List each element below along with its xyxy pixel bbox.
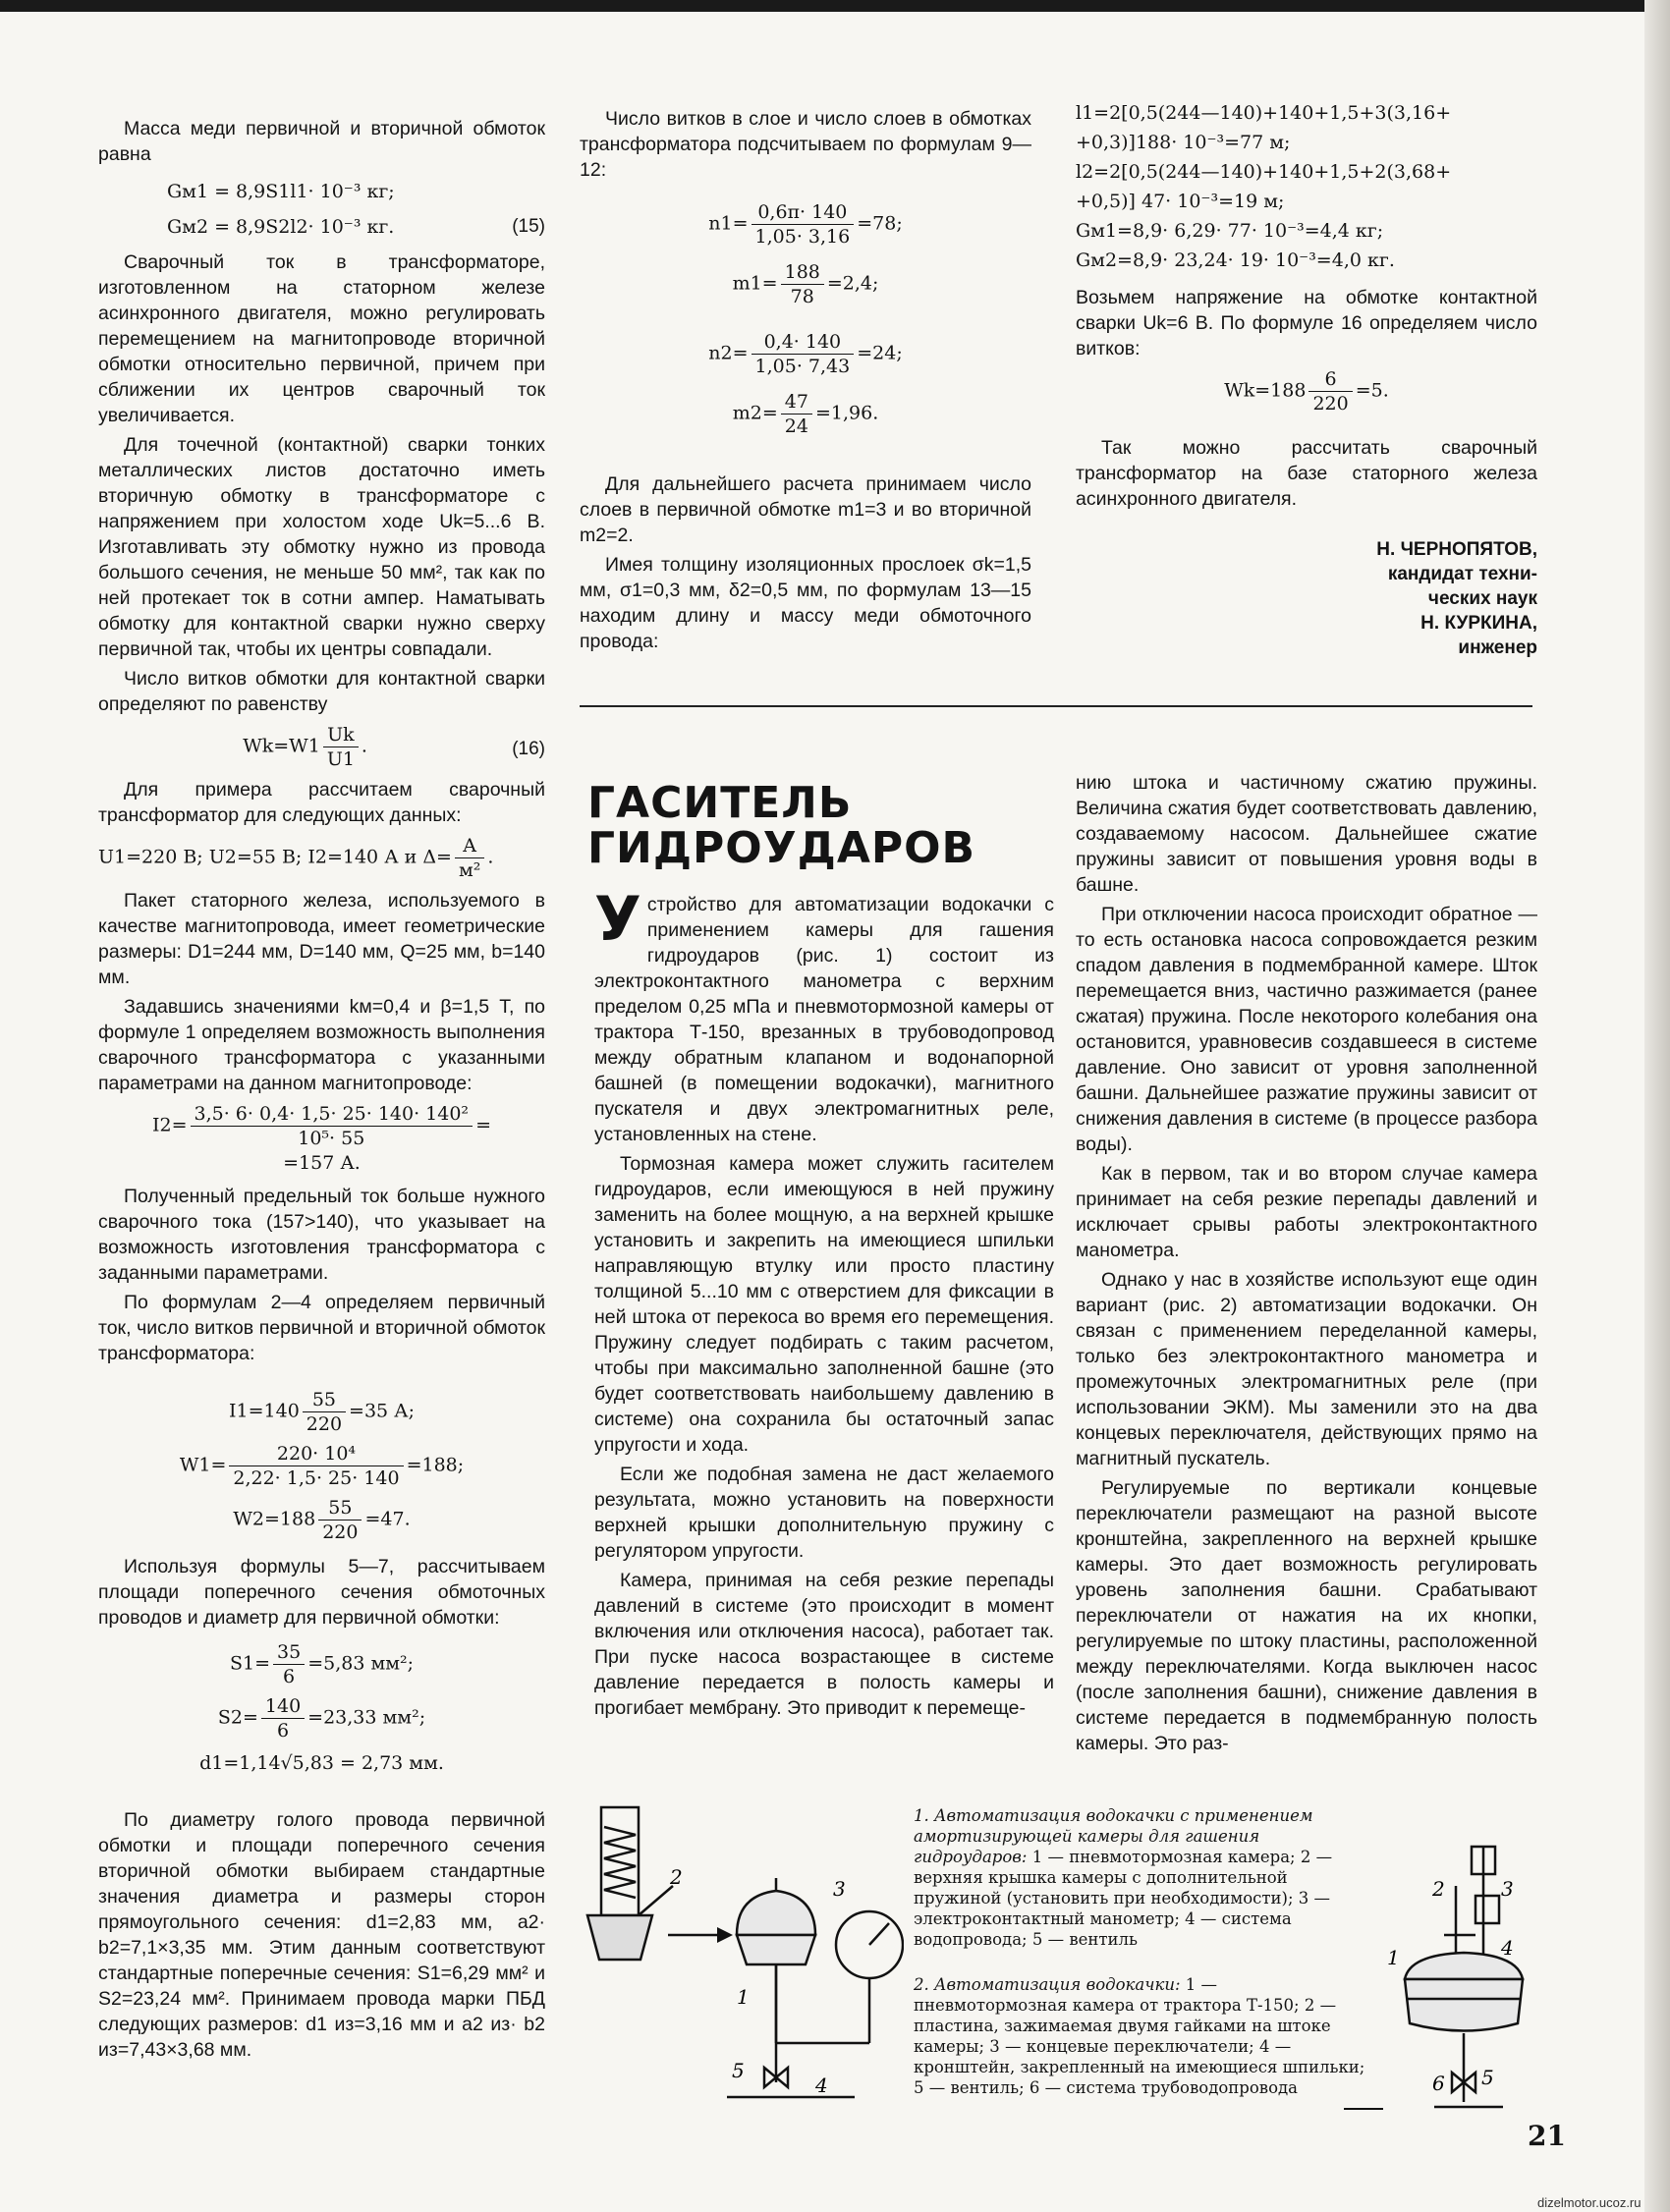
paragraph: Как в первом, так и во втором случае камера принимает на себя резкие перепады давлений и исключает срывы работы электроконтактного манометра. bbox=[1076, 1163, 1537, 1261]
equation-number: (15) bbox=[512, 216, 545, 237]
formula-gm2: Gм2=8,9· 23,24· 19· 10⁻³=4,0 кг. bbox=[1076, 249, 1395, 271]
paragraph: Так можно рассчитать сварочный трансформатор на базе статорного железа асинхронного двигателя. bbox=[1076, 437, 1537, 510]
bracket-and-switches bbox=[1444, 1847, 1499, 1964]
author-role: инженер bbox=[1458, 637, 1537, 658]
paragraph: Регулируемые по вертикали концевые переключатели размещают на разной высоте кронштейна, закрепленного на верхней крышке камеры. Это дает возможность регулировать уровень заполнения башни. Срабатывают переключатели от нажатия на их кнопки, регулируемые по штоку пластины, расположенной между переключателями. Когда выключен насос (после заполнения башни), снижение давления в системе передается в подмембранную полость камеры. Это раз- bbox=[1076, 1477, 1537, 1754]
drop-cap: У bbox=[594, 883, 641, 955]
formula-m2: m2= $\frac{47}{24}$ =1,96. bbox=[732, 391, 879, 437]
figure-1-label-3: 3 bbox=[833, 1877, 846, 1901]
article1-column-2 bbox=[580, 106, 1031, 658]
paragraph: Число витков обмотки для контактной сварки определяют по равенству bbox=[98, 668, 545, 715]
fraction: $\frac{55}{220}$ bbox=[318, 1496, 362, 1544]
fraction: $\frac{0,6\pi\cdot 140}{1,05\cdot 3,16}$ bbox=[752, 200, 855, 249]
page-number: 21 bbox=[1528, 2120, 1566, 2152]
figure-1-label-5: 5 bbox=[732, 2059, 745, 2082]
figure-1-label-2: 2 bbox=[670, 1865, 683, 1889]
figure-2-caption: 2. Автоматизация водокачки: 1 — пневмотормозная камера от трактора Т-150; 2 — пластина, зажимаемая двумя гайками на штоке камеры; 3 — концевые переключатели; 4 — кронштейн, закрепленный на имеющиеся шпильки; 5 — вентиль; 6 — система трубоводопровода bbox=[914, 1975, 1365, 2097]
paragraph: Число витков в слое и число слоев в обмотках трансформатора подсчитываем по формулам 9—12: bbox=[580, 108, 1031, 181]
fraction: $\frac{55}{220}$ bbox=[303, 1388, 346, 1436]
arrow-to-figure-2 bbox=[1344, 2108, 1383, 2110]
author-block bbox=[1076, 537, 1537, 660]
fraction: $\frac{188}{78}$ bbox=[781, 260, 824, 308]
formula-input-data: U1=220 В; U2=55 В; I2=140 А и Δ= $\frac{A}{\text{м²}}$ . bbox=[98, 835, 494, 881]
page-top-edge bbox=[0, 0, 1670, 12]
figure-2-label-3: 3 bbox=[1501, 1877, 1514, 1901]
formula-16: Wk=W1 $\frac{Uk}{U1}$ . (16) bbox=[98, 723, 545, 771]
figure-1-diagram bbox=[580, 1797, 904, 2131]
paragraph: Если же подобная замена не даст желаемого результата, можно установить на поверхности верхней крышки дополнительную пружину с регулятором упругости. bbox=[594, 1464, 1054, 1562]
figure-2-label-4: 4 bbox=[1501, 1936, 1514, 1960]
formula-l1-cont: +0,3)]188· 10⁻³=77 м; bbox=[1076, 132, 1291, 153]
article2-column-2 bbox=[1076, 770, 1537, 1760]
fraction: $\frac{0,4\cdot 140}{1,05\cdot 7,43}$ bbox=[752, 330, 855, 378]
author-role: кандидат техни- bbox=[1387, 564, 1537, 584]
formula-w2: W2=188 $\frac{55}{220}$ =47. bbox=[233, 1497, 411, 1543]
article-divider bbox=[580, 705, 1532, 707]
brake-chamber-2 bbox=[1405, 1953, 1523, 2107]
formula-l1: l1=2[0,5(244—140)+140+1,5+3(3,16+ bbox=[1076, 102, 1452, 124]
formula-gm1: Gм1=8,9· 6,29· 77· 10⁻³=4,4 кг; bbox=[1076, 220, 1384, 242]
article2-headline: ГАСИТЕЛЬ ГИДРОУДАРОВ bbox=[587, 778, 976, 873]
paragraph: Для дальнейшего расчета принимаем число слоев в первичной обмотке m1=3 и во вторичной m2=2. bbox=[580, 473, 1031, 546]
formula-s1: S1= $\frac{35}{6}$ =5,83 мм²; bbox=[229, 1641, 415, 1687]
figure-1-label-4: 4 bbox=[815, 2074, 828, 2097]
brake-chamber bbox=[737, 1878, 815, 1964]
author-role: ческих наук bbox=[1427, 588, 1537, 609]
figure-2-label-1: 1 bbox=[1387, 1946, 1400, 1969]
fraction: $\frac{47}{24}$ bbox=[781, 390, 812, 438]
paragraph: Полученный предельный ток больше нужного сварочного тока (157>140), что указывает на возможность изготовления трансформатора с заданными параметрами. bbox=[98, 1186, 545, 1284]
author-name: Н. ЧЕРНОПЯТОВ, bbox=[1376, 539, 1537, 560]
manometer bbox=[836, 1911, 903, 2009]
paragraph: При отключении насоса происходит обратное — то есть остановка насоса сопровождается резким спадом давления в подмембранной камере. Шток перемещается вниз, частично разжимается (ранее сжатая) пружина. После некоторого колебания она остановится, уравновесив создавшееся в системе давление. Оно зависит от уровня заполненной башни. Дальнейшее разжатие пружины зависит от снижения давления в системе (в процессе разбора воды). bbox=[1076, 904, 1537, 1155]
paragraph: Сварочный ток в трансформаторе, изготовленном на статорном железе асинхронного двигателя, можно регулировать перемещением на магнитопроводе вторичной обмотки относительно первичной, причем при сближении их центров сварочный ток увеличивается. bbox=[98, 251, 545, 426]
paragraph: Используя формулы 5—7, рассчитываем площади поперечного сечения обмоточных проводов и диаметр для первичной обмотки: bbox=[98, 1556, 545, 1629]
formula-wk: Wk=188 $\frac{6}{220}$ =5. bbox=[1224, 368, 1389, 415]
formula-m1: m1= $\frac{188}{78}$ =2,4; bbox=[732, 261, 879, 307]
paragraph: Имея толщину изоляционных прослоек σk=1,5 мм, σ1=0,3 мм, δ2=0,5 мм, по формулам 13—15 находим длину и массу меди обмоточного провода: bbox=[580, 554, 1031, 652]
equation-number: (16) bbox=[512, 739, 545, 759]
paragraph: Камера, принимая на себя резкие перепады давлений в системе (это происходит в момент включения или отключения насоса), работает так. При пуске насоса возрастающее в системе давление передается в полость камеры и прогибает мембрану. Это приводит к перемеще- bbox=[594, 1570, 1054, 1719]
formula-n2: n2= $\frac{0,4\cdot 140}{1,05\cdot 7,43}$ =24; bbox=[708, 331, 903, 377]
paragraph: нию штока и частичному сжатию пружины. Величина сжатия будет соответствовать давлению, создаваемому насосом. Дальнейшее сжатие пружины зависит от повышения уровня воды в башне. bbox=[1076, 772, 1537, 896]
fraction: $\frac{Uk}{U1}$ bbox=[323, 723, 359, 771]
formula-15b: Gм2 = 8,9S2l2· 10⁻³ кг. (15) bbox=[98, 212, 545, 242]
fraction: $\frac{\text{220· 10⁴}}{2,22\cdot 1,5\cdot 25\cdot 140}$ bbox=[229, 1442, 403, 1490]
camera-spring-cap bbox=[587, 1807, 673, 1960]
figure-2-label-6: 6 bbox=[1432, 2072, 1445, 2095]
formula-l2: l2=2[0,5(244—140)+140+1,5+2(3,68+ bbox=[1076, 161, 1452, 183]
article1-column-1 bbox=[98, 116, 545, 2067]
paragraph: Устройство для автоматизации водокачки с применением камеры для гашения гидроударов (рис. 1) состоит из электроконтактного манометра с верхним пределом 0,25 мПа и пневмотормозной камеры от трактора Т-150, врезанных в трубоводопровод между обратным клапаном и водонапорной башней (в помещении водокачки), магнитного пускателя и двух электромагнитных реле, установленных на стене. bbox=[594, 883, 1054, 1145]
formula-i2-result: =157 А. bbox=[283, 1152, 361, 1174]
paragraph: Задавшись значениями kм=0,4 и β=1,5 Т, по формуле 1 определяем возможность выполнения сварочного трансформатора с указанными параметрами на данном магнитопроводе: bbox=[98, 996, 545, 1094]
formula-w1: W1= $\frac{\text{220· 10⁴}}{2,22\cdot 1,5\cdot 25\cdot 140}$ =188; bbox=[179, 1443, 465, 1489]
fraction: $\frac{35}{6}$ bbox=[273, 1640, 305, 1688]
watermark: dizelmotor.ucoz.ru bbox=[1537, 2195, 1642, 2210]
paragraph: По формулам 2—4 определяем первичный ток, число витков первичной и вторичной обмоток трансформатора: bbox=[98, 1292, 545, 1364]
fraction: $\frac{6}{220}$ bbox=[1308, 367, 1352, 415]
article1-column-3 bbox=[1076, 98, 1537, 660]
formula-s2: S2= $\frac{140}{6}$ =23,33 мм²; bbox=[217, 1695, 426, 1742]
page-right-edge bbox=[1644, 0, 1670, 2212]
fraction: $\frac{A}{\text{м²}}$ bbox=[455, 834, 484, 882]
formula-i1: I1=140 $\frac{55}{220}$ =35 А; bbox=[229, 1389, 415, 1435]
figure-1-caption: 1. Автоматизация водокачки с применением амортизирующей камеры для гашения гидроударов: 1 — пневмотормозная камера; 2 — верхняя крышка камеры с дополнительной пружиной (установить при необходимости); 3 — электроконтактный манометр; 4 — система водопровода; 5 — вентиль bbox=[914, 1806, 1333, 1949]
fraction: $\frac{\text{3,5· 6· 0,4· 1,5· 25· 140· 140²}}{\text{10⁵· 55}}$ bbox=[191, 1102, 473, 1150]
formula-i2: I2= $\frac{\text{3,5· 6· 0,4· 1,5· 25· 140· 140²}}{\text{10⁵· 55}}$ = bbox=[152, 1103, 491, 1149]
arrow-head bbox=[717, 1927, 733, 1943]
paragraph: Для точечной (контактной) сварки тонких металлических листов достаточно иметь вторичную обмотку в трансформаторе с напряжением при холостом ходе Uk=5...6 В. Изготавливать эту обмотку нужно из провода большого сечения, не меньше 50 мм², так как по ней протекает ток в сотни ампер. Наматывать обмотку для контактной сварки нужно сверху первичной так, чтобы их центры совпадали. bbox=[98, 434, 545, 660]
formula-d1: d1=1,14√5,83 = 2,73 мм. bbox=[199, 1752, 444, 1774]
formula-n1: n1= $\frac{0,6\pi\cdot 140}{1,05\cdot 3,16}$ =78; bbox=[708, 201, 903, 248]
formula-l2-cont: +0,5)] 47· 10⁻³=19 м; bbox=[1076, 191, 1285, 212]
paragraph: Однако у нас в хозяйстве используют еще один вариант (рис. 2) автоматизации водокачки. Он связан с применением переделанной камеры, только без электроконтактного манометра и промежуточных электромагнитных реле (при использовании ЭКМ). Мы заменили это на два концевых переключателя, действующих прямо на магнитный пускатель. bbox=[1076, 1269, 1537, 1469]
paragraph: Масса меди первичной и вторичной обмоток равна bbox=[98, 118, 545, 165]
figure-2-label-5: 5 bbox=[1481, 2066, 1494, 2089]
paragraph: Пакет статорного железа, используемого в качестве магнитопровода, имеет геометрические размеры: D1=244 мм, D=140 мм, Q=25 мм, b=140 мм. bbox=[98, 890, 545, 988]
paragraph: Возьмем напряжение на обмотке контактной сварки Uk=6 В. По формуле 16 определяем число витков: bbox=[1076, 287, 1537, 359]
figure-2-label-2: 2 bbox=[1432, 1877, 1445, 1901]
figure-1-label-1: 1 bbox=[737, 1985, 750, 2009]
paragraph: Для примера рассчитаем сварочный трансформатор для следующих данных: bbox=[98, 779, 545, 826]
figure-2-diagram bbox=[1385, 1827, 1552, 2131]
article2-column-1 bbox=[594, 883, 1054, 1725]
formula-15a: Gм1 = 8,9S1l1· 10⁻³ кг; bbox=[167, 181, 395, 202]
paragraph: Тормозная камера может служить гасителем гидроударов, если имеющуюся в ней пружину заменить на более мощную, а на верхней крышке установить и закрепить на имеющиеся шпильки направляющую втулку или просто пластину толщиной 5...10 мм с отверстием для фиксации в ней штока от перекоса во время его перемещения. Пружину следует подбирать с таким расчетом, чтобы при максимально заполненной башне (это будет соответствовать наибольшему давлению в системе) она сохранила бы остаточный запас упругости и хода. bbox=[594, 1153, 1054, 1456]
author-name: Н. КУРКИНА, bbox=[1420, 613, 1537, 634]
paragraph: По диаметру голого провода первичной обмотки и площади поперечного сечения вторичной обмотки выбираем стандартные значения диаметра и размеры сторон прямоугольного сечения: d1=2,83 мм, a2· b2=7,1×3,35 мм. Этим данным соответствуют стандартные поперечные сечения: S1=6,29 мм² и S2=23,24 мм². Принимаем провода марки ПБД следующих размеров: d1 из=3,16 мм и a2 из· b2 из=7,43×3,68 мм. bbox=[98, 1809, 545, 2061]
fraction: $\frac{140}{6}$ bbox=[261, 1694, 305, 1742]
